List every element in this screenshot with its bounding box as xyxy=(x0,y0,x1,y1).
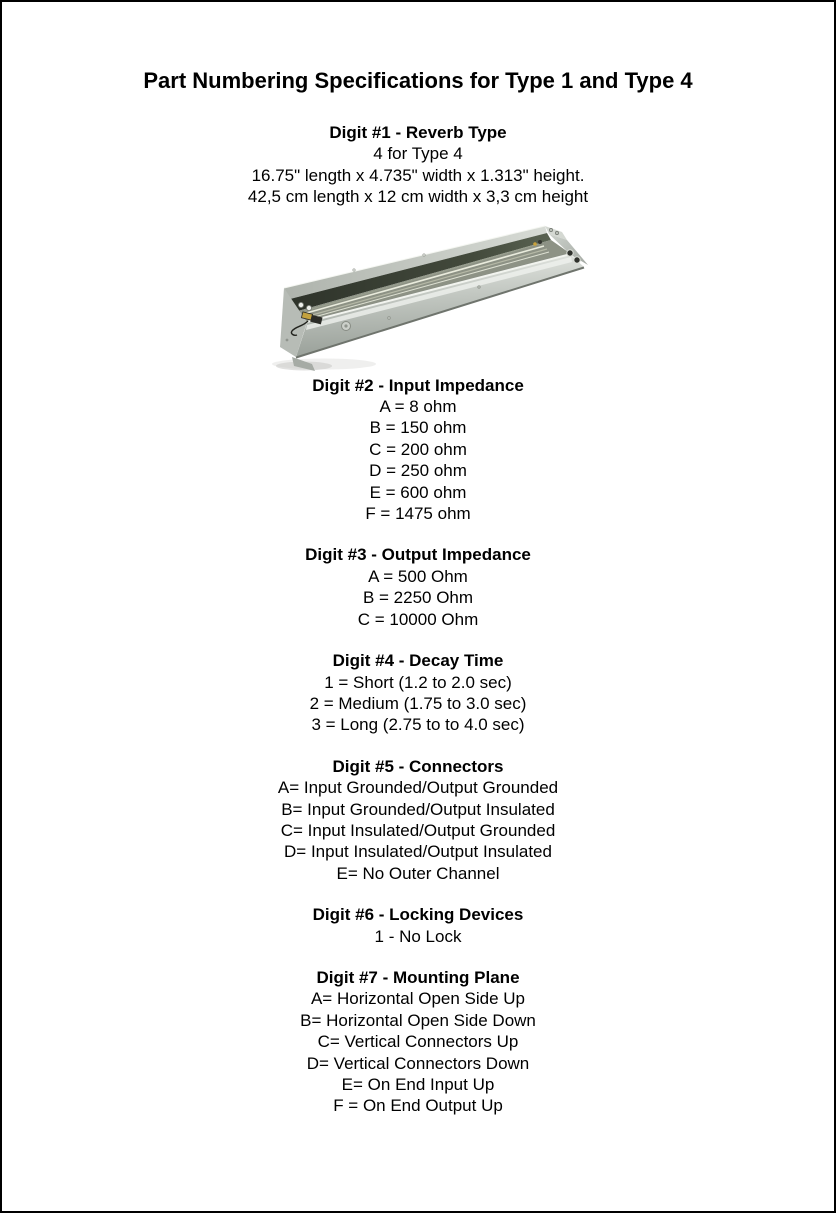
section-digit-7 xyxy=(2,967,834,1117)
spec-document xyxy=(2,68,834,1117)
spec-line: B= Input Grounded/Output Insulated xyxy=(281,799,555,819)
spec-line: B= Horizontal Open Side Down xyxy=(300,1010,536,1030)
spec-line: 2 = Medium (1.75 to 3.0 sec) xyxy=(309,693,527,713)
section-digit-5 xyxy=(2,756,834,884)
section-digit-4 xyxy=(2,650,834,736)
spec-line: C= Vertical Connectors Up xyxy=(317,1032,519,1052)
spec-line: 1 - No Lock xyxy=(374,926,462,946)
section-heading: Digit #4 - Decay Time xyxy=(332,651,504,671)
reverb-tank-photo xyxy=(254,214,604,372)
spec-line: A = 500 Ohm xyxy=(368,566,468,586)
spec-line: A= Horizontal Open Side Up xyxy=(310,989,526,1009)
spec-line: 16.75" length x 4.735" width x 1.313" height. xyxy=(251,165,585,185)
section-digit-1 xyxy=(2,122,834,208)
spec-line: 1 = Short (1.2 to 2.0 sec) xyxy=(324,672,512,692)
spec-line: 42,5 cm length x 12 cm width x 3,3 cm height xyxy=(247,187,589,207)
spec-line: 3 = Long (2.75 to to 4.0 sec) xyxy=(311,715,525,735)
section-digit-6 xyxy=(2,904,834,947)
spec-line: E= No Outer Channel xyxy=(336,863,500,883)
tank-body xyxy=(280,226,588,371)
spec-line: C= Input Insulated/Output Grounded xyxy=(280,820,556,840)
spec-line: B = 150 ohm xyxy=(369,418,467,438)
section-heading: Digit #7 - Mounting Plane xyxy=(316,967,520,987)
spec-line: A= Input Grounded/Output Grounded xyxy=(277,778,559,798)
spec-line: F = On End Output Up xyxy=(333,1096,503,1116)
reverb-tank-illustration xyxy=(254,214,604,372)
section-digit-3 xyxy=(2,544,834,630)
section-heading: Digit #1 - Reverb Type xyxy=(329,123,507,142)
page-title: Part Numbering Specifications for Type 1 and Type 4 xyxy=(143,68,693,93)
spec-line: D = 250 ohm xyxy=(369,461,467,481)
section-heading: Digit #2 - Input Impedance xyxy=(312,375,524,395)
section-heading: Digit #6 - Locking Devices xyxy=(312,905,524,925)
spec-line: D= Vertical Connectors Down xyxy=(306,1053,530,1073)
spec-line: F = 1475 ohm xyxy=(365,504,471,524)
spec-line: C = 200 ohm xyxy=(369,439,467,459)
section-digit-2 xyxy=(2,375,834,525)
spec-line: E = 600 ohm xyxy=(369,482,467,502)
spec-line: E= On End Input Up xyxy=(341,1075,495,1094)
spec-line: C = 10000 Ohm xyxy=(357,609,479,629)
spec-line: B = 2250 Ohm xyxy=(362,588,474,608)
section-heading: Digit #5 - Connectors xyxy=(332,756,504,776)
spec-line: 4 for Type 4 xyxy=(373,144,463,164)
section-heading: Digit #3 - Output Impedance xyxy=(305,545,531,565)
tank-shadow xyxy=(272,358,376,370)
spec-line: D= Input Insulated/Output Insulated xyxy=(284,842,552,862)
spec-line: A = 8 ohm xyxy=(379,397,457,417)
